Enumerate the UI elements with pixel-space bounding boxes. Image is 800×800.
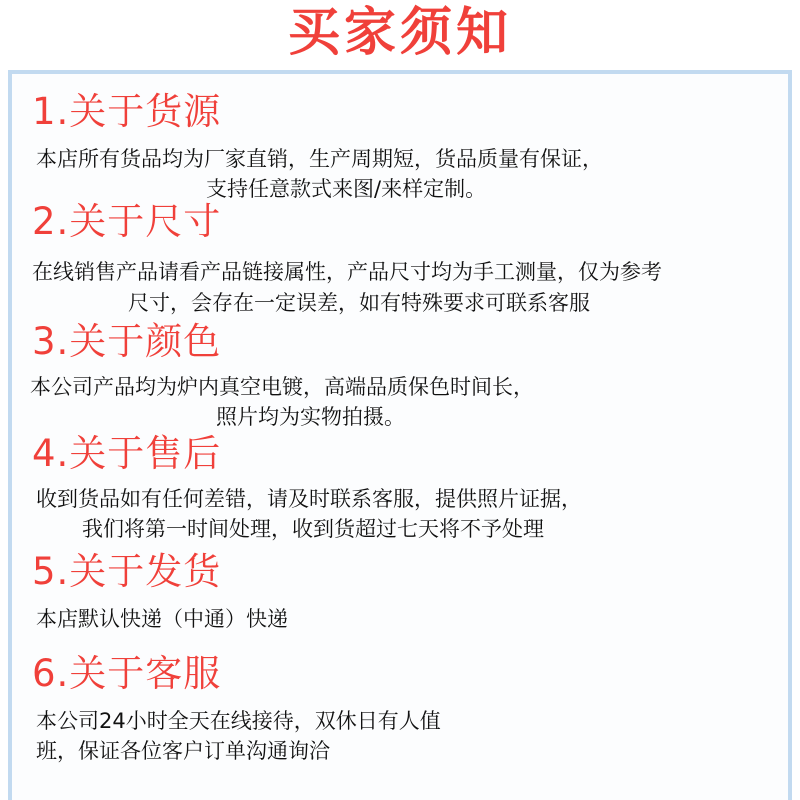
notice-board [8, 70, 792, 800]
section-text-line: 本店所有货品均为厂家直销，生产周期短，货品质量有保证， [36, 147, 603, 171]
section-heading-service: 6.关于客服 [32, 652, 222, 695]
section-text-line: 照片均为实物拍摄。 [216, 405, 405, 429]
section-text-line: 支持任意款式来图/来样定制。 [206, 177, 487, 201]
page-title: 买家须知 [287, 3, 512, 63]
section-text-line: 本公司产品均为炉内真空电镀，高端品质保色时间长， [30, 375, 534, 399]
section-heading-shipping: 5.关于发货 [32, 550, 222, 593]
section-text-line: 收到货品如有任何差错，请及时联系客服，提供照片证据， [36, 487, 582, 511]
section-text-line: 本公司24小时全天在线接待，双休日有人值 [36, 709, 441, 733]
section-heading-aftersales: 4.关于售后 [32, 432, 222, 475]
section-text-line: 本店默认快递（中通）快递 [36, 607, 288, 631]
section-heading-color: 3.关于颜色 [32, 320, 222, 363]
section-text-line: 尺寸，会存在一定误差，如有特殊要求可联系客服 [128, 291, 590, 315]
section-text-line: 我们将第一时间处理，收到货超过七天将不予处理 [82, 517, 544, 541]
section-text-line: 在线销售产品请看产品链接属性，产品尺寸均为手工测量，仅为参考 [32, 260, 662, 284]
section-heading-size: 2.关于尺寸 [32, 200, 222, 243]
section-text-line: 班，保证各位客户订单沟通询洽 [36, 739, 330, 763]
section-heading-source: 1.关于货源 [32, 90, 222, 133]
